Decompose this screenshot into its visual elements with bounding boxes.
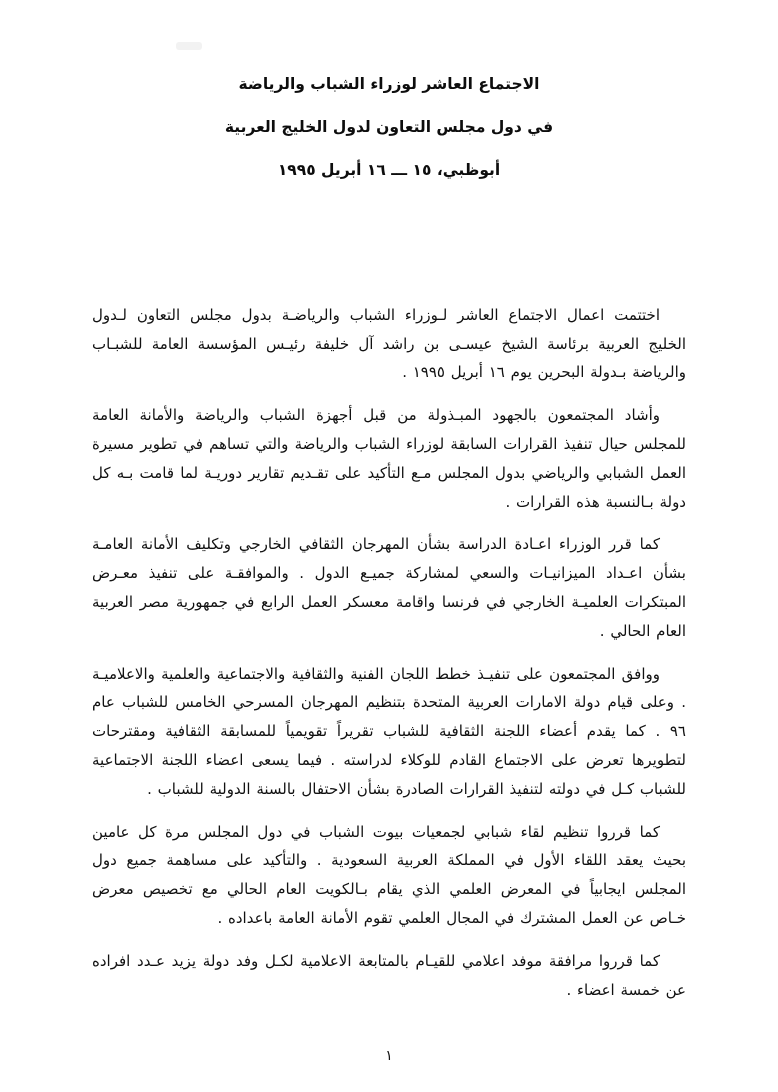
document-title-block <box>92 74 686 181</box>
title-line-1: الاجتماع العاشر لوزراء الشباب والرياضة <box>238 75 540 93</box>
paragraph-5: كما قرروا تنظيم لقاء شبابي لجمعيات بيوت الشباب في دول المجلس مرة كل عامين بحيث يعقد اللقاء الأول في المملكة العربية السعودية . والتأكيد على مساهمة جميع دول المجلس ايجابياً في المعرض العلمي الذي يقام بـالكويت العام الحالي مع تخصيص معرض خـاص عن العمل المشترك في المجال العلمي تقوم الأمانة العامة باعداده . <box>92 822 686 927</box>
paragraph-2: وأشاد المجتمعون بالجهود المبـذولة من قبل أجهزة الشباب والرياضة والأمانة العامة للمجلس حيال تنفيذ القرارات السابقة لوزراء الشباب والرياضة والتي تساهم في تطوير مسيرة العمل الشبابي والرياضي بدول المجلس مـع التأكيد على تقـديم تقارير دوريـة لما قامت بـه كل دولة بـالنسبة هذه القرارات . <box>92 406 686 511</box>
title-line-2: في دول مجلس التعاون لدول الخليج العربية <box>224 117 554 136</box>
title-line-3: أبوظبي، ١٥ ـــ ١٦ أبريل ١٩٩٥ <box>277 160 501 179</box>
paragraph-3: كما قرر الوزراء اعـادة الدراسة بشأن المهرجان الثقافي الخارجي وتكليف الأمانة العامـة بشأن اعـداد الميزانيـات والسعي لمشاركة جميـع الدول . والموافقـة على تنفيذ معـرض المبتكرات العلميـة الخارجي في فرنسا واقامة معسكر العمل الرابع في جمهورية مصر العربية العام الحالي . <box>92 535 686 640</box>
document-text-block <box>92 301 686 1005</box>
page-number: ١ <box>385 1048 393 1064</box>
paragraph-6: كما قرروا مرافقة موفد اعلامي للقيـام بالمتابعة الاعلامية لكـل وفد دولة يزيد عـدد افراده عن خمسة اعضاء . <box>92 951 686 999</box>
paragraph-1: اختتمت اعمال الاجتماع العاشر لـوزراء الشباب والرياضـة بدول مجلس التعاون لـدول الخليج العربية برئاسة الشيخ عيسـى بن راشد آل خليفة رئيـس المؤسسة العامة للشبـاب والرياضة بـدولة البحرين يوم ١٦ أبريل ١٩٩٥ . <box>92 305 686 382</box>
paragraph-4: ووافق المجتمعون على تنفيـذ خطط اللجان الفنية والثقافية والاجتماعية والعلمية والاعلاميـة . وعلى قيام دولة الامارات العربية المتحدة بتنظيم المهرجان المسرحي الخامس للشباب عام ٩٦ . كما يقدم أعضاء اللجنة الثقافية للشباب تقريراً تقويمياً للمسابقة الثقافية ومقترحات لتطويرها تعرض على الاجتماع القادم للوكلاء لدراسته . فيما يسعى اعضاء اللجنة الاجتماعية للشباب كـل في دولته لتنفيذ القرارات الصادرة بشأن الاحتفال بالسنة الدولية للشباب . <box>92 664 686 798</box>
